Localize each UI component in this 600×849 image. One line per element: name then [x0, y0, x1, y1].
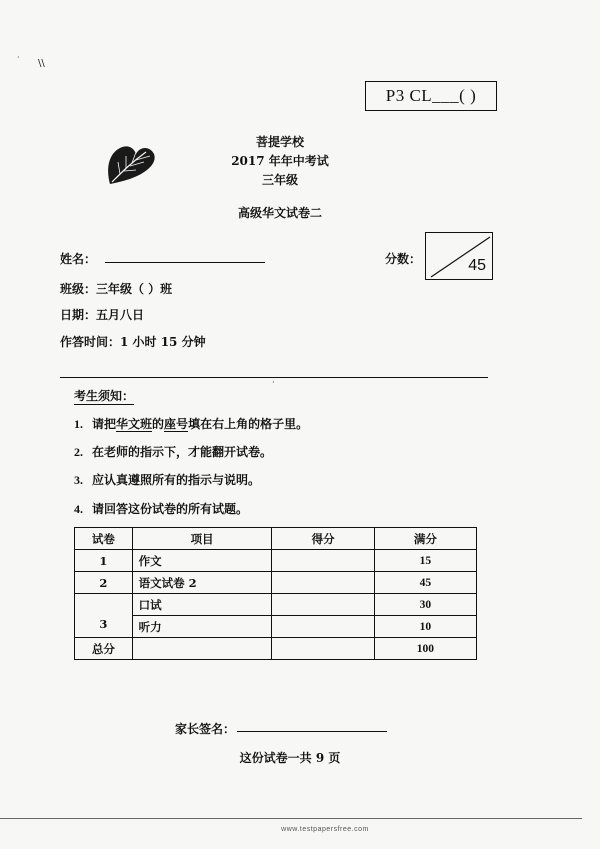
- header-score: 得分: [272, 528, 374, 550]
- notice-item-4: 4. 请回答这份试卷的所有试题。: [74, 502, 249, 516]
- header-full: 满分: [374, 528, 476, 550]
- page-count-note: 这份试卷一共 9 页: [239, 751, 341, 765]
- footer-watermark-url: www.testpapersfree.com: [281, 826, 369, 833]
- exam-title: 2017 年年中考试: [231, 154, 329, 168]
- score-total: 45: [468, 257, 486, 274]
- parent-signature-label: 家长签名：: [175, 722, 236, 736]
- scan-speck: ·: [272, 378, 275, 387]
- total-label: 总分: [75, 638, 133, 660]
- class-number-box: [365, 81, 497, 111]
- name-label: 姓名：: [60, 252, 97, 266]
- bottom-rule: [0, 818, 582, 819]
- header-item: 项目: [132, 528, 272, 550]
- table-row: 3 口试 30: [75, 594, 477, 616]
- table-row: 听力 10: [75, 616, 477, 638]
- header-paper: 试卷: [75, 528, 133, 550]
- name-blank-line[interactable]: [105, 262, 265, 263]
- notice-item-1: 1. 请把华文班的座号填在右上角的格子里。: [74, 417, 309, 431]
- school-name: 菩提学校: [255, 135, 304, 149]
- bodhi-leaf-logo-icon: [104, 140, 158, 190]
- table-total-row: [75, 638, 477, 660]
- paper-subject: 高级华文试卷二: [237, 206, 322, 220]
- table-row: 2 语文试卷 2 45: [75, 572, 477, 594]
- score-label: 分数：: [385, 252, 422, 266]
- table-row: 1 作文 15: [75, 550, 477, 572]
- date-label: 日期：五月八日: [60, 308, 145, 322]
- scan-speck: ·: [17, 53, 20, 62]
- score-box: [425, 232, 493, 280]
- notice-item-2: 2. 在老师的指示下，才能翻开试卷。: [74, 445, 273, 459]
- total-full: 100: [374, 638, 476, 660]
- scan-mark: \\: [38, 58, 45, 69]
- class-number-text: P3 CL___( ): [385, 86, 477, 105]
- class-label: 班级：三年级（ ）班: [60, 282, 173, 296]
- time-label: 作答时间：1 小时 15 分钟: [60, 335, 206, 349]
- notice-item-3: 3. 应认真遵照所有的指示与说明。: [74, 473, 261, 487]
- table-header-row: [75, 528, 477, 550]
- score-table: [74, 527, 477, 660]
- notice-title: 考生须知：: [74, 389, 135, 403]
- grade-level: 三年级: [261, 173, 298, 187]
- parent-signature-line[interactable]: [237, 731, 387, 732]
